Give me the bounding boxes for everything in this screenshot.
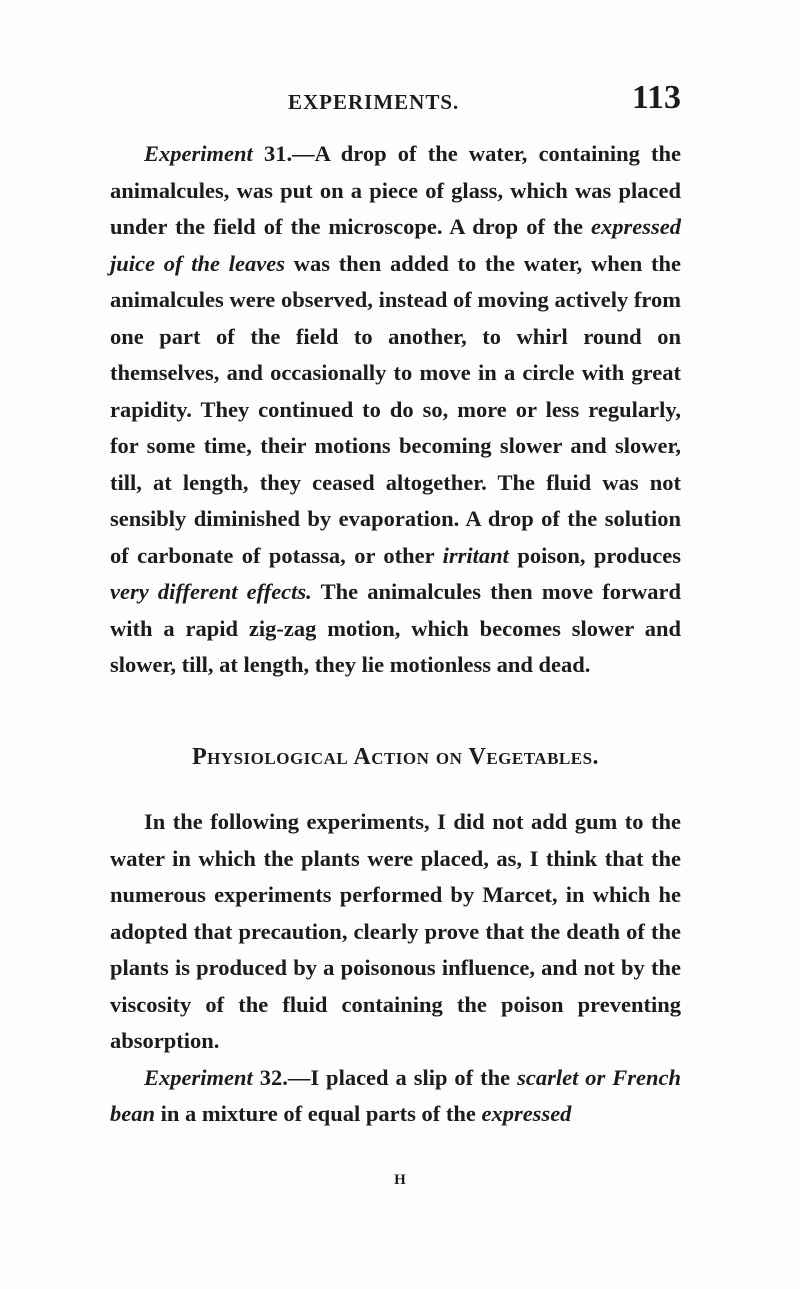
experiment-number: 31. [263, 141, 293, 166]
section-heading: Physiological Action on Vegetables. [191, 744, 600, 770]
paragraph-text: —I placed a slip of the [287, 1064, 518, 1090]
paragraph-text: was then added to the water, when the animalcules were observed, instead of moving actively from one part of the field to another, to whirl round on themselves, and occasionally to move in a circle with great rapidity. They continued to do so, more or less regularly, for some time, their motions becoming slower and slower, till, at length, they ceased altogether. The fluid was not sensibly diminished by evaporation. A drop of the solution of carbonate of potassa, or other [110, 250, 681, 568]
paragraph-gum-note: In the following experiments, I did not add gum to the water in which the plants were placed, as, I think that the numerous experiments performed by Marcet, in which he adopted that precaution, clearly prove that the death of the plants is produced by a poisonous influence, and not by the viscosity of the fluid containing the poison preventing absorption. [110, 809, 681, 1053]
paragraph-text: The animalcules then move forward with a rapid zig-zag motion, which becomes slower and slower, till, at length, they lie motionless and dead. [110, 579, 681, 677]
signature-mark: H [394, 1172, 406, 1188]
italic-phrase: expressed juice of the leaves [110, 214, 681, 276]
italic-phrase: scarlet or French bean [110, 1064, 681, 1126]
italic-phrase: very different effects. [110, 579, 312, 604]
paragraph-text: poison, produces [508, 542, 681, 568]
paragraph-text: —A drop of the water, containing the animalcules, was put on a piece of glass, which was placed under the field of the microscope. A drop of the [110, 141, 682, 239]
experiment-label: Experiment [144, 1064, 253, 1090]
paragraph-text: in a mixture of equal parts of the [155, 1101, 482, 1126]
paragraph-experiment-31 [110, 136, 681, 684]
running-title: EXPERIMENTS. [288, 90, 460, 114]
paragraph-experiment-32 [110, 1060, 681, 1133]
running-head [110, 78, 681, 118]
italic-phrase: expressed [481, 1101, 572, 1126]
experiment-number: 32. [259, 1064, 288, 1090]
text-block-upper [110, 136, 681, 684]
experiment-label: Experiment [144, 141, 253, 166]
page-number: 113 [631, 79, 681, 116]
text-block-lower [110, 804, 681, 1133]
italic-phrase: irritant [442, 542, 509, 568]
